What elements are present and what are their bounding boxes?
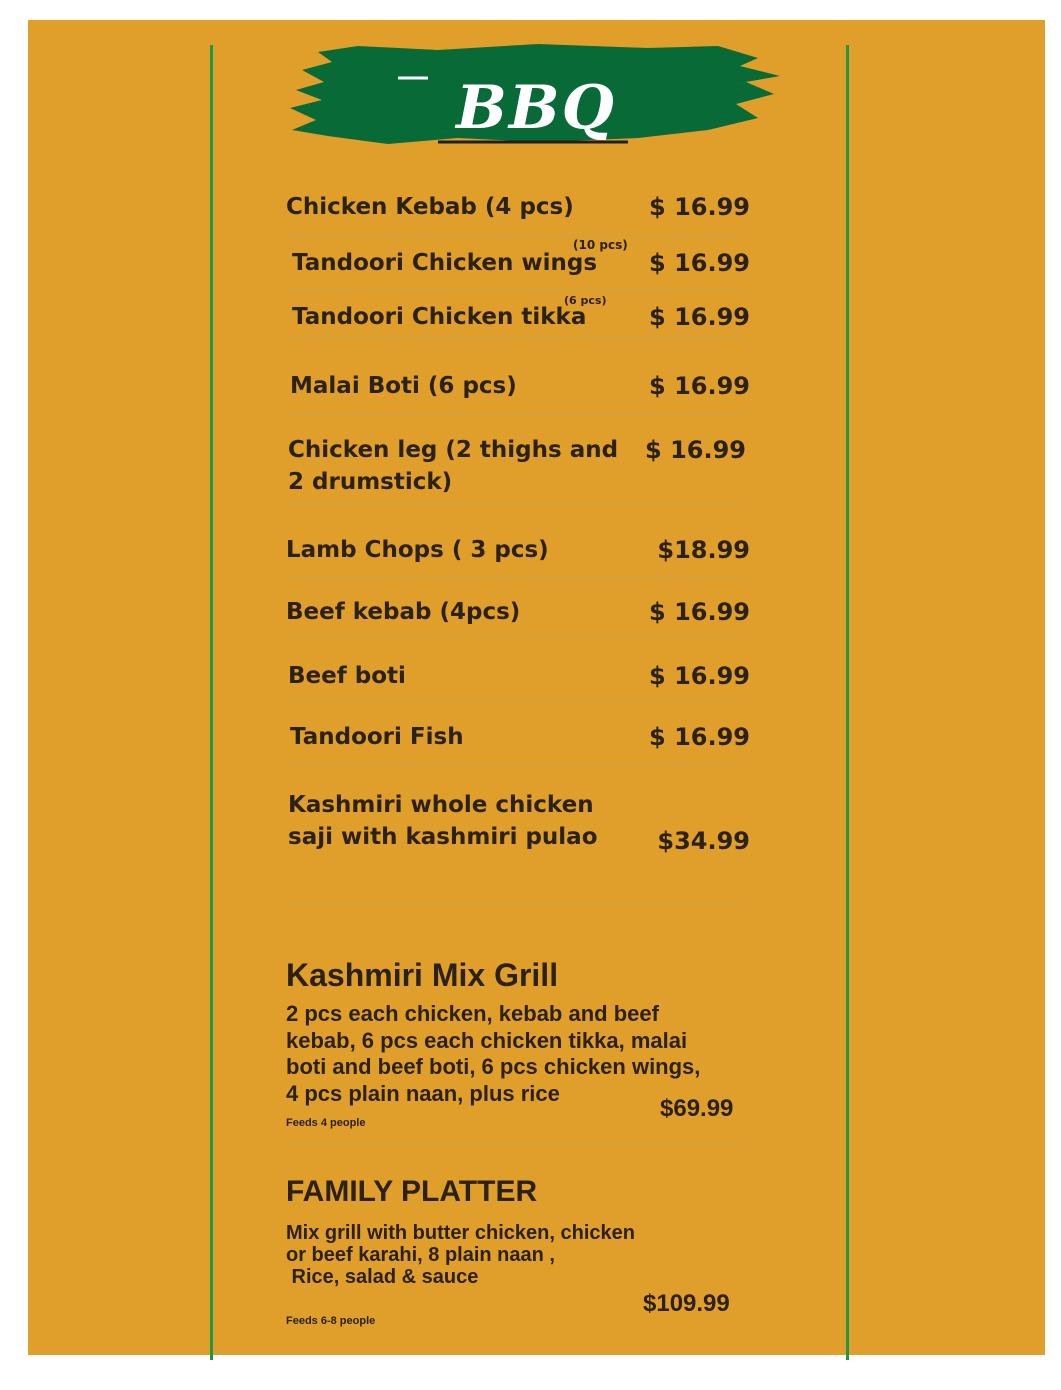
description-line: Mix grill with butter chicken, chicken [286,1222,635,1244]
item-price: $ 16.99 [649,303,750,331]
menu-item-chicken-leg [286,434,750,500]
item-price: $ 16.99 [649,598,750,626]
family-platter-description [286,1222,635,1288]
divider [288,763,744,764]
item-name: Tandoori Chicken tikka [292,304,587,330]
menu-item-lamb-chops [286,534,750,568]
item-name-line2: saji with kashmiri pulao [288,824,598,850]
description-line: or beef karahi, 8 plain naan , [286,1244,555,1266]
divider [288,505,744,506]
description-line: 4 pcs plain naan, plus rice [286,1080,560,1106]
item-note: (6 pcs) [564,294,607,307]
banner-title: BBQ [456,73,616,143]
family-platter-title: FAMILY PLATTER [286,1175,538,1208]
item-name: Beef kebab (4pcs) [286,599,521,625]
menu-item-tandoori-chicken-wings [286,238,750,281]
menu-item-beef-kebab [286,596,750,630]
menu-item-kashmiri-whole-chicken [286,789,750,859]
family-platter-price: $109.99 [643,1290,730,1317]
item-name: Chicken Kebab (4 pcs) [286,194,574,220]
divider [288,235,744,236]
description-line: 2 pcs each chicken, kebab and beef [286,1001,659,1026]
item-name: Tandoori Chicken wings [292,250,598,276]
item-price: $ 16.99 [649,662,750,690]
menu-item-tandoori-fish [286,721,750,755]
item-name-line1: Chicken leg (2 thighs and [288,437,619,463]
item-price: $ 16.99 [649,193,750,221]
item-price: $34.99 [657,827,750,855]
divider [288,637,744,638]
divider [288,415,744,416]
item-name: Malai Boti (6 pcs) [290,373,517,399]
divider [288,337,744,338]
description-line: boti and beef boti, 6 pcs chicken wings, [286,1054,701,1079]
description-line: Rice, salad & sauce [286,1266,479,1288]
menu-item-tandoori-chicken-tikka [286,294,750,335]
item-note: (10 pcs) [573,238,628,252]
menu-item-malai-boti [286,370,750,404]
item-price: $ 16.99 [649,249,750,277]
item-price: $18.99 [657,536,750,564]
item-price: $ 16.99 [645,436,746,464]
mix-grill-price: $69.99 [660,1095,734,1122]
divider [288,576,744,577]
divider [288,904,744,905]
menu-item-beef-boti [286,660,750,694]
item-price: $ 16.99 [649,723,750,751]
mix-grill-feeds: Feeds 4 people [286,1117,366,1129]
bbq-banner [288,38,784,152]
right-border-line [846,45,849,1360]
item-name: Lamb Chops ( 3 pcs) [286,537,549,563]
divider [288,1143,744,1144]
left-border-line [210,45,213,1360]
family-platter-feeds: Feeds 6-8 people [286,1315,376,1327]
divider [288,289,744,290]
divider [288,701,744,702]
mix-grill-title: Kashmiri Mix Grill [286,957,559,993]
item-name-line2: 2 drumstick) [288,469,453,495]
menu-item-chicken-kebab [286,191,750,225]
item-price: $ 16.99 [649,372,750,400]
mix-grill-description [286,1001,700,1107]
item-name-line1: Kashmiri whole chicken [288,792,594,818]
description-line: kebab, 6 pcs each chicken tikka, malai [286,1027,688,1053]
item-name: Tandoori Fish [290,724,464,750]
item-name: Beef boti [288,663,406,689]
